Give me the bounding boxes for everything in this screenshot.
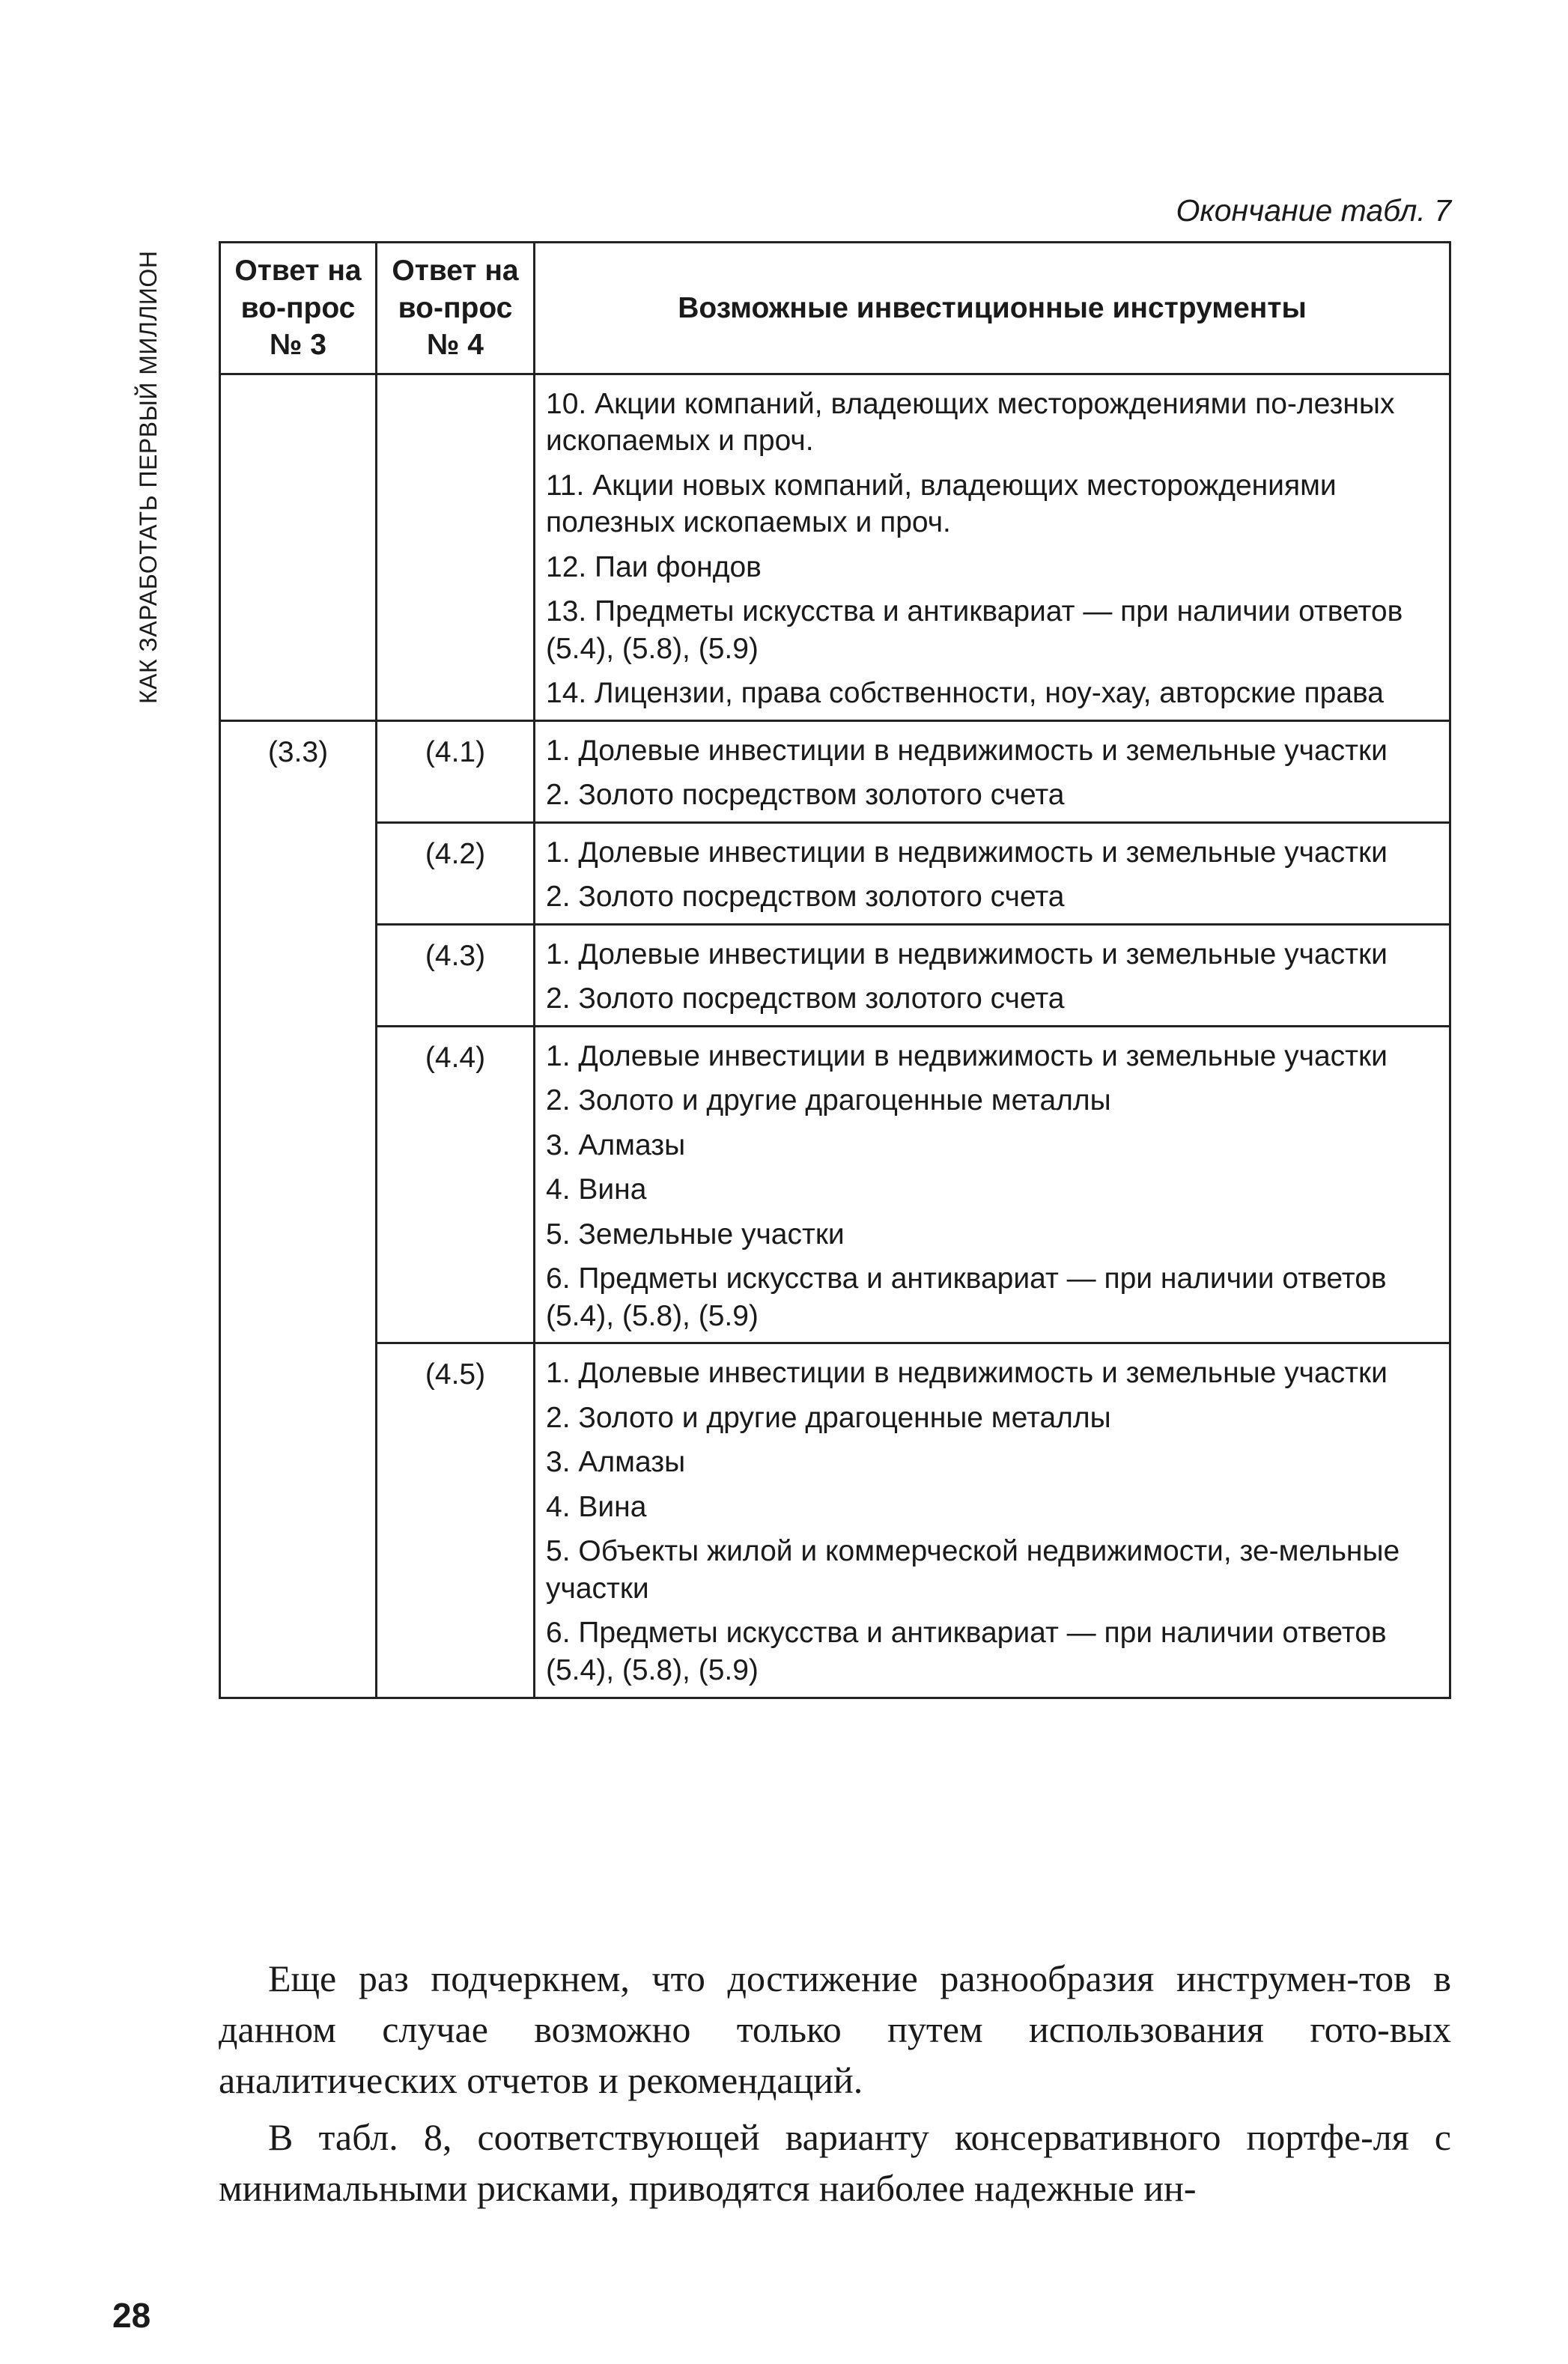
instrument-item: 4. Вина <box>546 1173 647 1206</box>
header-answer-q3: Ответ на во-прос № 3 <box>220 243 377 374</box>
instrument-item: 1. Долевые инвестиции в недвижимость и земельные участки <box>546 1039 1388 1072</box>
instrument-item: 2. Золото посредством золотого счета <box>546 982 1065 1015</box>
instrument-item: 11. Акции новых компаний, владеющих месторождениями полезных ископаемых и проч. <box>546 469 1337 539</box>
instrument-item: 6. Предметы искусства и антиквариат — при наличии ответов (5.4), (5.8), (5.9) <box>546 1262 1387 1332</box>
instrument-item: 1. Долевые инвестиции в недвижимость и земельные участки <box>546 734 1388 767</box>
body-text <box>219 1953 1451 2213</box>
q4-cell: (4.2) <box>377 822 535 924</box>
instrument-item: 2. Золото посредством золотого счета <box>546 779 1065 812</box>
instrument-item: 2. Золото и другие драгоценные металлы <box>546 1401 1111 1434</box>
table-row <box>220 924 1450 1026</box>
q3-cell: (3.3) <box>220 720 377 1698</box>
instrument-item: 5. Земельные участки <box>546 1218 845 1251</box>
instruments-cell <box>535 374 1450 720</box>
q4-cell: (4.4) <box>377 1026 535 1343</box>
table-caption: Окончание табл. 7 <box>1176 193 1451 228</box>
q3-cell <box>220 374 377 720</box>
table-header-row <box>220 243 1450 374</box>
table-row <box>220 1343 1450 1698</box>
instrument-item: 3. Алмазы <box>546 1128 686 1161</box>
instrument-item: 6. Предметы искусства и антиквариат — при наличии ответов (5.4), (5.8), (5.9) <box>546 1617 1387 1686</box>
page-number: 28 <box>112 2296 151 2335</box>
q4-cell: (4.3) <box>377 924 535 1026</box>
q4-cell: (4.1) <box>377 720 535 822</box>
instruments-cell <box>535 720 1450 822</box>
instruments-cell <box>535 1026 1450 1343</box>
instrument-item: 2. Золото посредством золотого счета <box>546 881 1065 914</box>
instrument-item: 1. Долевые инвестиции в недвижимость и земельные участки <box>546 938 1388 970</box>
instrument-item: 2. Золото и другие драгоценные металлы <box>546 1084 1111 1117</box>
table-row <box>220 1026 1450 1343</box>
instrument-item: 1. Долевые инвестиции в недвижимость и земельные участки <box>546 1357 1388 1390</box>
table-row <box>220 374 1450 720</box>
header-instruments: Возможные инвестиционные инструменты <box>535 243 1450 374</box>
instruments-cell <box>535 924 1450 1026</box>
paragraph: Еще раз подчеркнем, что достижение разнообразия инструмен-тов в данном случае возможно только путем использования гото-вых аналитических отчетов и рекомендаций. <box>219 1957 1451 2101</box>
table-row <box>220 822 1450 924</box>
investment-instruments-table <box>219 241 1451 1699</box>
instrument-item: 3. Алмазы <box>546 1446 686 1479</box>
instrument-item: 12. Паи фондов <box>546 550 762 583</box>
table-row <box>220 720 1450 822</box>
instrument-item: 13. Предметы искусства и антиквариат — при наличии ответов (5.4), (5.8), (5.9) <box>546 595 1403 665</box>
instrument-item: 4. Вина <box>546 1490 647 1523</box>
header-answer-q4: Ответ на во-прос № 4 <box>377 243 535 374</box>
instrument-item: 14. Лицензии, права собственности, ноу-хау, авторские права <box>546 677 1384 710</box>
q4-cell <box>377 374 535 720</box>
paragraph: В табл. 8, соответствующей варианту консервативного портфе-ля с минимальными рисками, приводятся наиболее надежные ин- <box>219 2116 1451 2209</box>
instrument-item: 10. Акции компаний, владеющих месторождениями по-лезных ископаемых и проч. <box>546 387 1395 458</box>
instruments-cell <box>535 1343 1450 1698</box>
q4-cell: (4.5) <box>377 1343 535 1698</box>
instruments-cell <box>535 822 1450 924</box>
instrument-item: 5. Объекты жилой и коммерческой недвижимости, зе-мельные участки <box>546 1535 1400 1605</box>
running-title: КАК ЗАРАБОТАТЬ ПЕРВЫЙ МИЛЛИОН <box>135 250 162 704</box>
instrument-item: 1. Долевые инвестиции в недвижимость и земельные участки <box>546 836 1388 869</box>
